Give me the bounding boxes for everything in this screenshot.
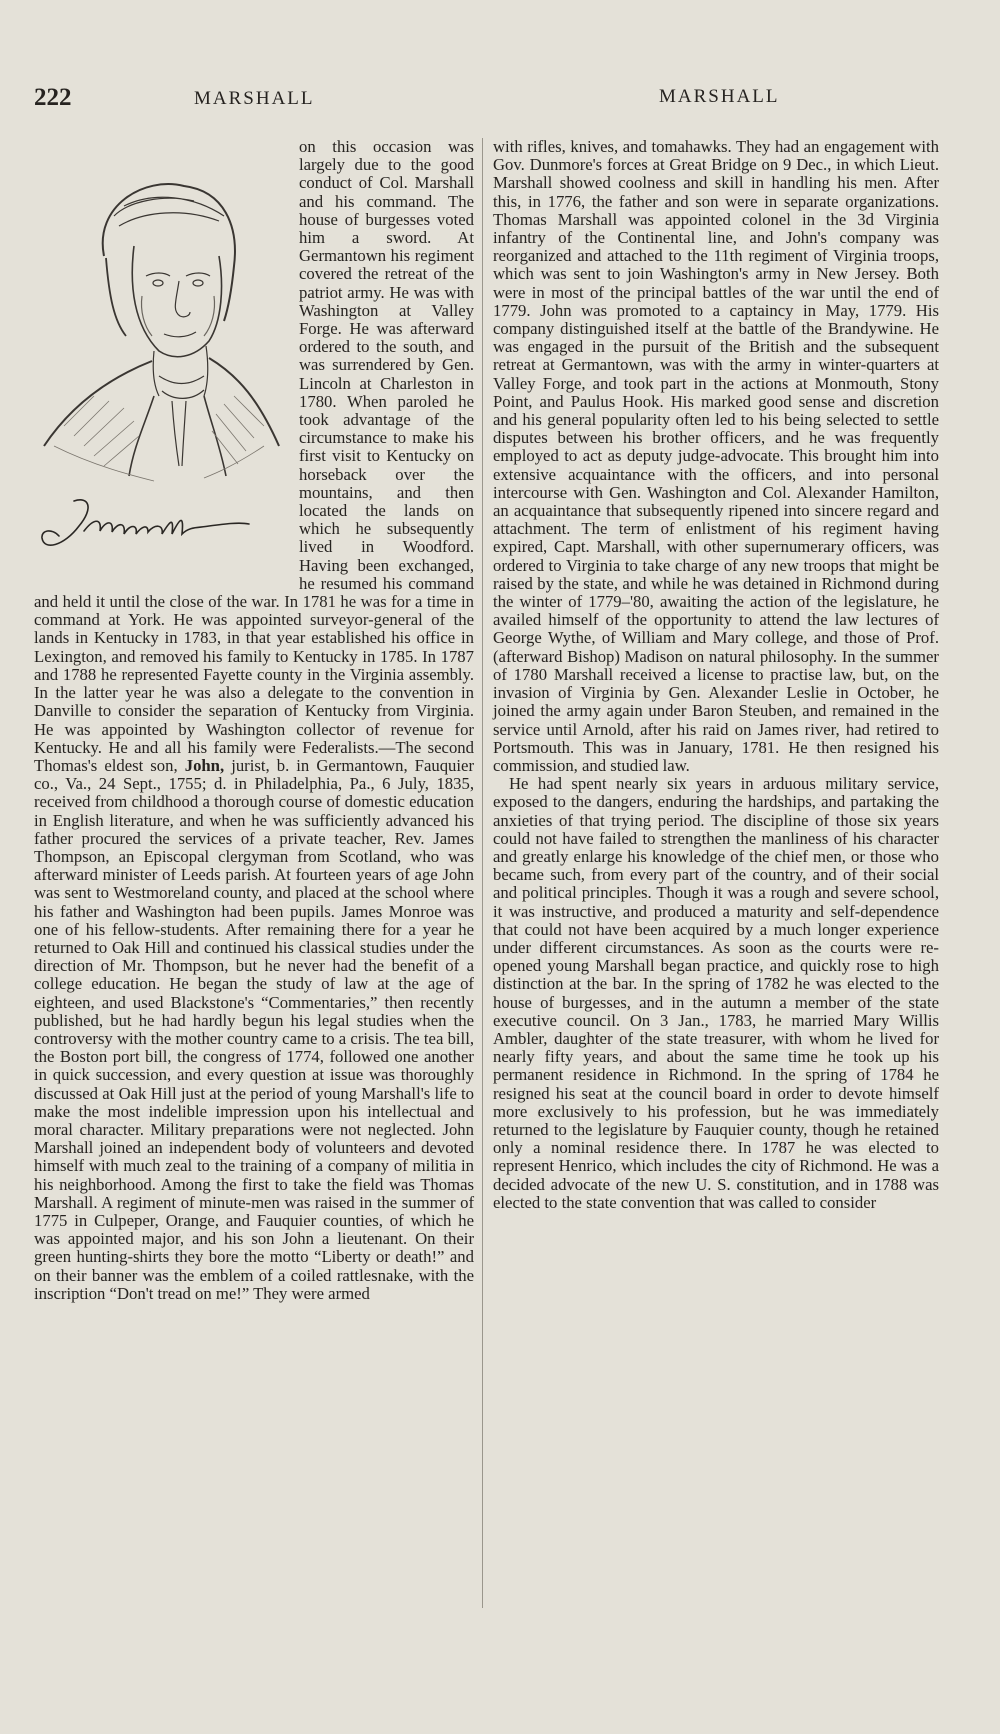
portrait-engraving	[34, 146, 289, 581]
right-column	[493, 138, 939, 1212]
page-header	[34, 82, 940, 118]
running-head-right: MARSHALL	[659, 86, 780, 107]
left-paragraph-1-continued: jurist, b. in Germantown, Fauquier co., Va., 24 Sept., 1755; d. in Philadelphia, Pa., 6 July, 1835, received from childhood a thorough course of domestic education in English literature, and when he was sufficiently advanced his father procured the services of a private teacher, Rev. James Thompson, an Episcopal clergyman from Scotland, who was afterward minister of Leeds parish. At fourteen years of age John was sent to Westmoreland county, and placed at the school where his father and Washington had been pupils. James Monroe was one of his fellow-students. After remaining there for a year he returned to Oak Hill and continued his classical studies under the direction of Mr. Thompson, but he never had the benefit of a college education. He began the study of law at the age of eighteen, and used Blackstone's “Commentaries,” then recently published, but he had hardly begun his legal studies when the controversy with the mother country came to a crisis. The tea bill, the Boston port bill, the congress of 1774, followed one another in quick succession, and every question at issue was thoroughly discussed at Oak Hill just at the period of young Marshall's life to make the most indelible impression upon his intellectual and moral character. Military preparations were not neglected. John Marshall joined an independent body of volunteers and devoted himself with much zeal to the training of a company of militia in his neighborhood. Among the first to take the field was Thomas Marshall. A regiment of minute-men was raised in the summer of 1775 in Culpeper, Orange, and Fauquier counties, of which he was appointed major, and his son John a lieutenant. On their green hunting-shirts they bore the motto “Liberty or death!” and on their banner was the emblem of a coiled rattlesnake, with the inscription “Don't tread on me!” They were armed	[34, 755, 474, 1303]
left-paragraph-1: on this occasion was largely due to the good conduct of Col. Marshall and his command. The house of burgesses voted him a sword. At Germantown his regiment covered the retreat of the patriot army. He was with Washington at Valley Forge. He was afterward ordered to the south, and was surrendered by Gen. Lincoln at Charleston in 1780. When paroled he took advantage of the circumstance to make his first visit to Kentucky on horseback over the mountains, and then located the lands on which he subsequently lived in Woodford. Having been exchanged, he resumed his command and held it until the close of the war. In 1781 he was for a time in command at York. He was appointed surveyor-general of the lands in Kentucky in 1783, in that year established his office in Lexington, and removed his family to Kentucky in 1785. In 1787 and 1788 he represented Fayette county in the Virginia assembly. In the latter year he was also a delegate to the convention in Danville to consider the separation of Kentucky from Virginia. He was appointed by Washington collector of revenue for Kentucky. He and all his family were Federalists.—The second Thomas's eldest son,	[34, 137, 474, 775]
column-divider	[482, 138, 483, 1608]
subject-name: John,	[184, 755, 225, 775]
page-number: 222	[34, 84, 72, 111]
portrait-of-john-marshall-with-signature	[34, 146, 289, 581]
running-head-left: MARSHALL	[194, 88, 315, 109]
left-column	[34, 138, 474, 1303]
right-paragraph-2: He had spent nearly six years in arduous military service, exposed to the dangers, enduring the hardships, and partaking the anxieties of that trying period. The discipline of those six years could not have failed to strengthen the manliness of his character and greatly enlarge his knowledge of the chief men, or those who became such, from every part of the country, and of their social and political principles. Though it was a rough and severe school, it was instructive, and produced a maturity and self-dependence that could not have been acquired by a much longer experience under different circumstances. As soon as the courts were re-opened young Marshall began practice, and quickly rose to high distinction at the bar. In the spring of 1782 he was elected to the house of burgesses, and in the autumn a member of the state executive council. On 3 Jan., 1783, he married Mary Willis Ambler, daughter of the state treasurer, with whom he lived for nearly fifty years, and about the same time he took up his permanent residence in Richmond. In the spring of 1784 he resigned his seat at the council board in order to devote himself more exclusively to his profession, but he was immediately returned to the legislature by Fauquier county, though he retained only a nominal residence there. In 1787 he was elected to represent Henrico, which includes the city of Richmond. He was a decided advocate of the new U. S. constitution, and in 1788 was elected to the state convention that was called to consider	[493, 774, 939, 1212]
right-paragraph-1: with rifles, knives, and tomahawks. They had an engagement with Gov. Dunmore's forces at Great Bridge on 9 Dec., in which Lieut. Marshall showed coolness and skill in handling his men. After this, in 1776, the father and son were in separate organizations. Thomas Marshall was appointed colonel in the 3d Virginia infantry of the Continental line, and John's company was reorganized and attached to the 11th regiment of Virginia troops, which was sent to join Washington's army in New Jersey. Both were in most of the principal battles of the war until the end of 1779. John was promoted to a captaincy in May, 1779. His company distinguished itself at the battle of the Brandywine. He was engaged in the pursuit of the British and the subsequent retreat at Germantown, was with the army in winter-quarters at Valley Forge, and took part in the actions at Monmouth, Stony Point, and Paulus Hook. His marked good sense and discretion and his general popularity often led to his being selected to settle disputes between his brother officers, and he was frequently employed to act as deputy judge-advocate. This brought him into extensive acquaintance with the officers, and into personal intercourse with Gen. Washington and Col. Alexander Hamilton, an acquaintance that subsequently ripened into sincere regard and attachment. The term of enlistment of his regiment having expired, Capt. Marshall, with other supernumerary officers, was ordered to Virginia to take charge of any new troops that might be raised by the state, and while he was detained in Richmond during the winter of 1779–'80, awaiting the action of the legislature, he availed himself of the opportunity to attend the law lectures of George Wythe, of William and Mary college, and those of Prof. (afterward Bishop) Madison on natural philosophy. In the summer of 1780 Marshall received a license to practise law, but, on the invasion of Virginia by Gen. Alexander Leslie in October, he joined the army again under Baron Steuben, and remained in the service until Arnold, after his raid on James river, had retired to Portsmouth. This was in January, 1781. He then resigned his commission, and studied law.	[493, 137, 939, 775]
